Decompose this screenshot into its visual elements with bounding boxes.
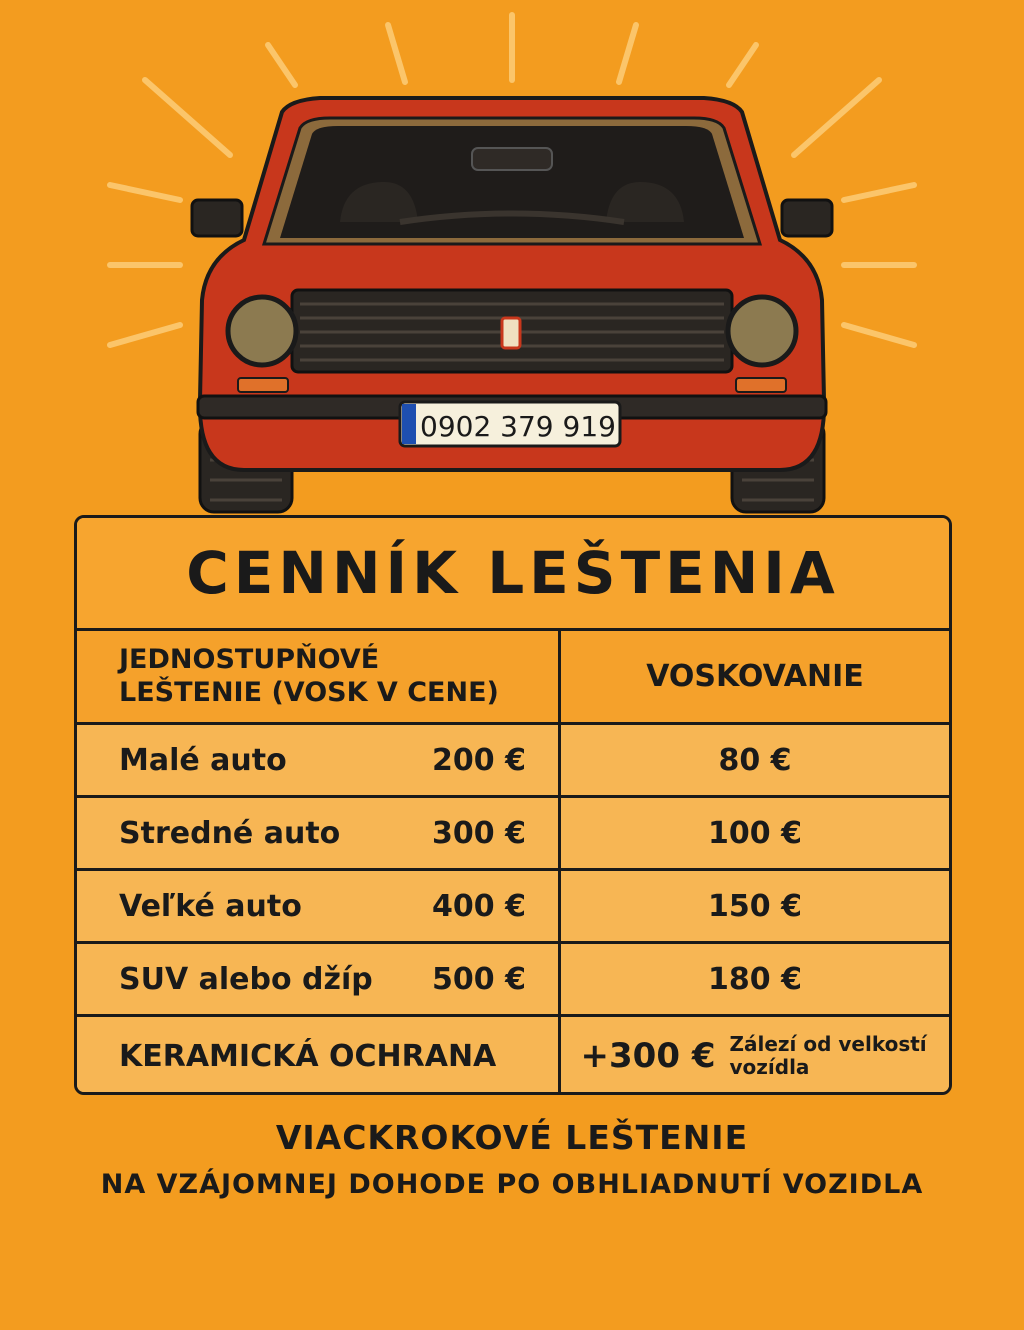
ceramic-note: Zálezí od velkostí vozídla (729, 1032, 927, 1079)
license-plate-number: 0902 379 919 (420, 410, 616, 443)
price-table-title-row (77, 518, 949, 631)
footer-subheading: NA VZÁJOMNEJ DOHODE PO OBHLIADNUTÍ VOZIDLA (100, 1169, 924, 1200)
wax-price: 150 € (708, 888, 802, 924)
row-wax-cell (561, 871, 949, 941)
table-row (77, 725, 949, 798)
ceramic-price-cell (561, 1017, 949, 1095)
table-row (77, 944, 949, 1017)
row-polish-cell (77, 944, 561, 1014)
footer-heading: VIACKROKOVÉ LEŠTENIE (275, 1118, 749, 1157)
wax-price: 80 € (718, 742, 792, 778)
car-size-label: Malé auto (119, 742, 287, 778)
row-polish-cell (77, 871, 561, 941)
ceramic-protection-label: KERAMICKÁ OCHRANA (119, 1038, 497, 1074)
ceramic-label-cell (77, 1017, 561, 1095)
price-table (74, 515, 952, 1095)
row-wax-cell (561, 798, 949, 868)
rearview-mirror (472, 148, 552, 170)
table-row (77, 871, 949, 944)
table-row (77, 798, 949, 871)
polish-price: 300 € (432, 815, 526, 851)
ceramic-row (77, 1017, 949, 1095)
car-size-label: Stredné auto (119, 815, 341, 851)
polish-price: 500 € (432, 961, 526, 997)
polish-price: 200 € (432, 742, 526, 778)
row-polish-cell (77, 725, 561, 795)
row-wax-cell (561, 725, 949, 795)
car-size-label: Veľké auto (119, 888, 302, 924)
license-plate (400, 402, 620, 446)
wax-price: 180 € (708, 961, 802, 997)
row-polish-cell (77, 798, 561, 868)
table-header-row (77, 631, 949, 725)
wax-price: 100 € (708, 815, 802, 851)
header-polishing-label: JEDNOSTUPŇOVÉ LEŠTENIE (VOSK V CENE) (119, 644, 499, 708)
footer (0, 1118, 1024, 1200)
car-emblem-icon (502, 318, 520, 348)
car-size-label: SUV alebo džíp (119, 961, 373, 997)
car-illustration (0, 0, 1024, 520)
price-table-title: CENNÍK LEŠTENIA (186, 539, 840, 607)
header-cell-waxing (561, 631, 949, 722)
header-waxing-label: VOSKOVANIE (646, 659, 864, 694)
ceramic-price: +300 € (580, 1036, 716, 1076)
row-wax-cell (561, 944, 949, 1014)
header-cell-polishing (77, 631, 561, 722)
polish-price: 400 € (432, 888, 526, 924)
